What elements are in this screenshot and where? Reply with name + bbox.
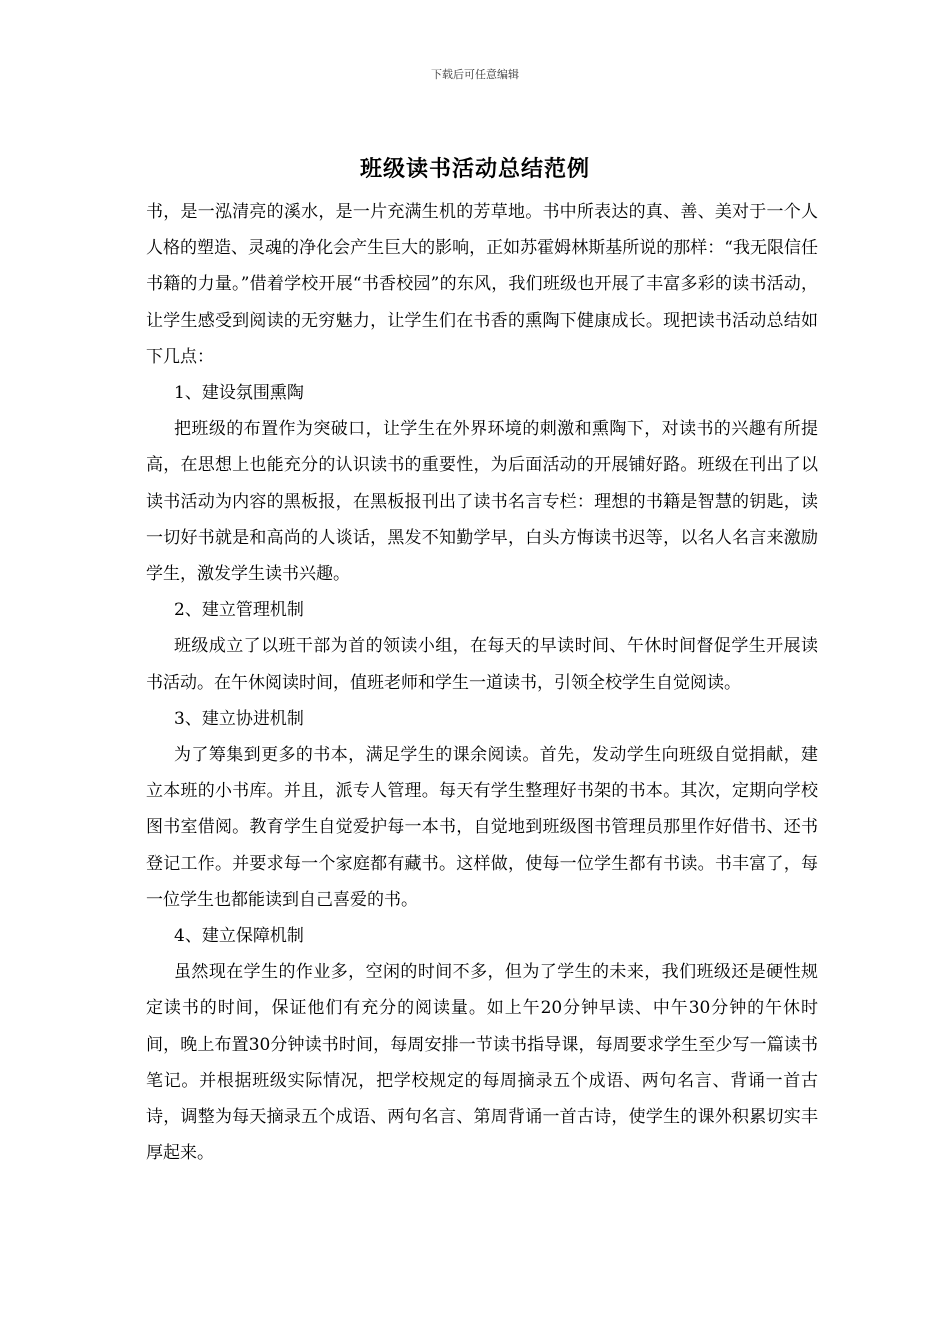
section-paragraph-1: 把班级的布置作为突破口，让学生在外界环境的刺激和熏陶下，对读书的兴趣有所提高，在思想上也能充分的认识读书的重要性，为后面活动的开展铺好路。班级在刊出了以读书活动为内容的黑板报，在黑板报刊出了读书名言专栏：理想的书籍是智慧的钥匙，读一切好书就是和高尚的人谈话，黑发不知勤学早，白头方悔读书迟等，以名人名言来激励学生，激发学生读书兴趣。 bbox=[146, 419, 818, 585]
section-heading-2: 2、建立管理机制 bbox=[174, 600, 304, 621]
section-heading-1: 1、建设氛围熏陶 bbox=[174, 383, 304, 404]
section-paragraph-4: 虽然现在学生的作业多，空闲的时间不多，但为了学生的未来，我们班级还是硬性规定读书的时间，保证他们有充分的阅读量。如上午20分钟早读、中午30分钟的午休时间，晚上布置30分钟读书时间，每周安排一节读书指导课，每周要求学生至少写一篇读书笔记。并根据班级实际情况，把学校规定的每周摘录五个成语、两句名言、背诵一首古诗，调整为每天摘录五个成语、两句名言、第周背诵一首古诗，使学生的课外积累切实丰厚起来。 bbox=[146, 962, 818, 1164]
section-paragraph-2: 班级成立了以班干部为首的领读小组，在每天的早读时间、午休时间督促学生开展读书活动。在午休阅读时间，值班老师和学生一道读书，引领全校学生自觉阅读。 bbox=[146, 636, 818, 693]
intro-paragraph: 书，是一泓清亮的溪水，是一片充满生机的芳草地。书中所表达的真、善、美对于一个人人格的塑造、灵魂的净化会产生巨大的影响，正如苏霍姆林斯基所说的那样：“我无限信任书籍的力量。”借着学校开展“书香校园”的东风，我们班级也开展了丰富多彩的读书活动，让学生感受到阅读的无穷魅力，让学生们在书香的熏陶下健康成长。现把读书活动总结如下几点： bbox=[146, 202, 818, 367]
header-note: 下载后可任意编辑 bbox=[431, 68, 519, 81]
section-paragraph-3: 为了筹集到更多的书本，满足学生的课余阅读。首先，发动学生向班级自觉捐献，建立本班的小书库。并且，派专人管理。每天有学生整理好书架的书本。其次，定期向学校图书室借阅。教育学生自觉爱护每一本书，自觉地到班级图书管理员那里作好借书、还书登记工作。并要求每一个家庭都有藏书。这样做，使每一位学生都有书读。书丰富了，每一位学生也都能读到自己喜爱的书。 bbox=[146, 745, 818, 910]
section-heading-3: 3、建立协进机制 bbox=[174, 708, 304, 729]
document-title: 班级读书活动总结范例 bbox=[359, 156, 590, 182]
document-body bbox=[146, 194, 818, 1171]
section-heading-4: 4、建立保障机制 bbox=[174, 926, 304, 947]
